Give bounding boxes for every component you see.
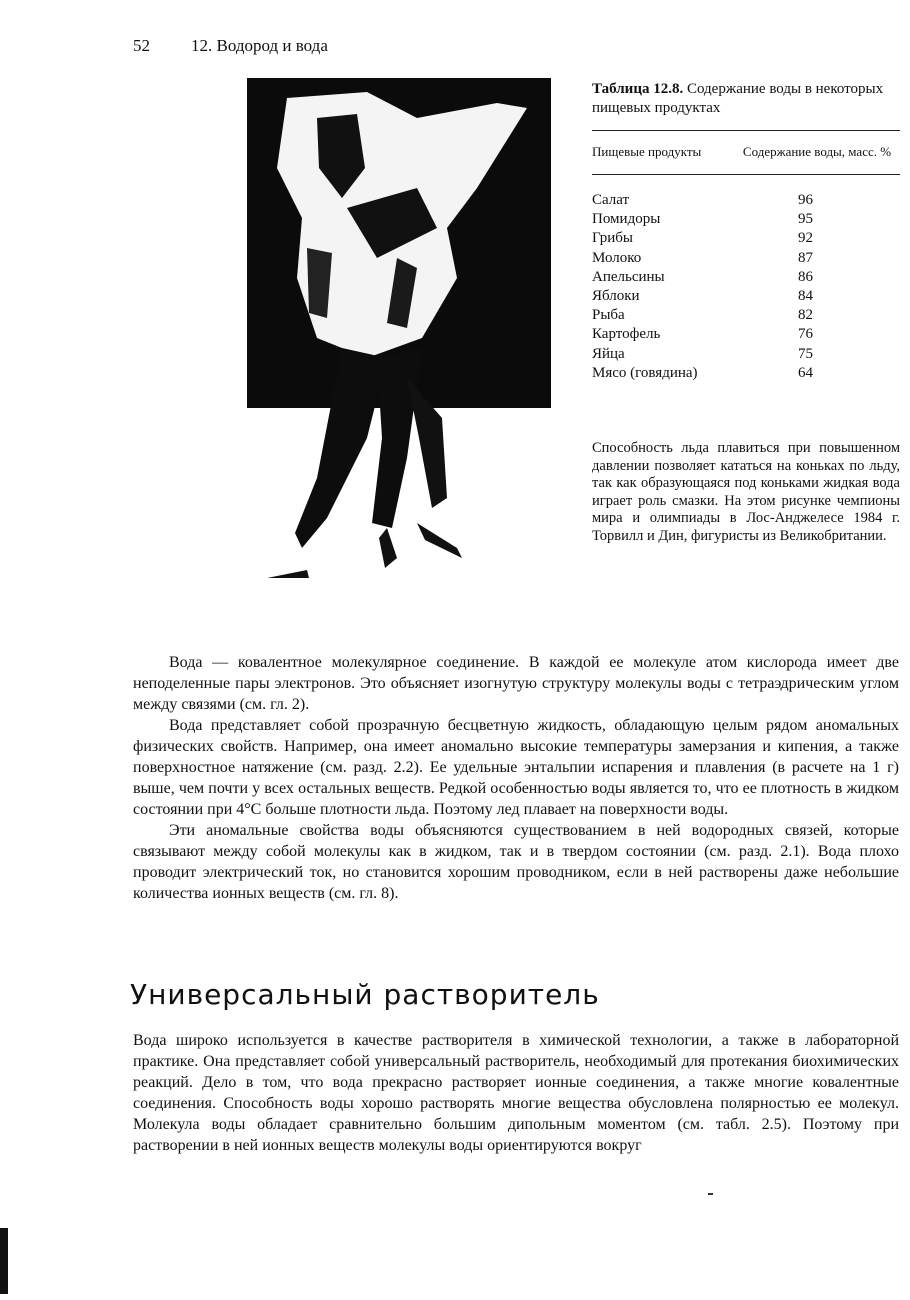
- table-caption-label: Таблица 12.8.: [592, 81, 684, 97]
- section-title: Универсальный растворитель: [130, 978, 600, 1011]
- paragraph: Вода представляет собой прозрачную бесцветную жидкость, обладающую целым рядом аномальных физических свойств. Например, она имеет аномально высокие температуры замерзания и кипения, а также поверхностное натяжение (см. разд. 2.2). Ее удельные энтальпии испарения и плавления (в расчете на 1 г) выше, чем почти у всех остальных веществ. Редкой особенностью воды является то, что ее плотность в жидком состоянии при 4°С больше плотности льда. Поэтому лед плавает на поверхности воды.: [133, 717, 899, 818]
- scan-dot: [708, 1193, 713, 1195]
- product-name: Яблоки: [592, 288, 640, 305]
- main-text: [133, 652, 899, 904]
- paragraph: Вода широко используется в качестве растворителя в химической технологии, а также в лабораторной практике. Она представляет собой универсальный растворитель, необходимый для протекания биохимических реакций. Дело в том, что вода прекрасно растворяет ионные соединения, а также многие ковалентные соединения. Способность воды хорошо растворять многие вещества обусловлена полярностью ее молекул. Молекула воды обладает сравнительно большим дипольным моментом (см. табл. 2.5). Поэтому при растворении в ней ионных веществ молекулы воды ориентируются вокруг: [133, 1032, 899, 1154]
- page-number: 52: [133, 36, 150, 55]
- table-row: [592, 364, 900, 383]
- water-percent: 96: [798, 192, 813, 208]
- table-col-products: Пищевые продукты: [592, 144, 702, 159]
- table-row: [592, 229, 900, 248]
- water-percent: 92: [798, 230, 813, 247]
- table-row: [592, 191, 900, 210]
- photo-caption: Способность льда плавиться при повышенном давлении позволяет кататься на коньках по льду, так как образующаяся под коньками жидкая вода играет роль смазки. На этом рисунке чемпионы мира и олимпиады в Лос-Анджелесе 1984 г. Торвилл и Дин, фигуристы из Великобритании.: [592, 440, 900, 544]
- table-col-water: Содержание воды, масс. %: [742, 144, 892, 159]
- table-row: [592, 249, 900, 268]
- product-name: Картофель: [592, 326, 661, 343]
- product-name: Мясо (говядина): [592, 364, 698, 381]
- water-percent: 76: [798, 326, 813, 343]
- product-name: Молоко: [592, 249, 642, 266]
- paragraph: Вода — ковалентное молекулярное соединение. В каждой ее молекуле атом кислорода имеет две неподеленные пары электронов. Это объясняет изогнутую структуру молекулы воды с тетраэдрическим углом между связями (см. гл. 2).: [133, 654, 899, 713]
- chapter-title: 12. Водород и вода: [191, 36, 328, 55]
- scan-margin-mark: [0, 1228, 8, 1294]
- product-name: Яйца: [592, 345, 625, 362]
- table-caption-text: Содержание воды в некоторых пищевых продуктах: [592, 81, 884, 116]
- table-row: [592, 287, 900, 306]
- table-row: [592, 210, 900, 229]
- water-percent: 75: [798, 345, 813, 362]
- water-percent: 82: [798, 307, 813, 324]
- water-percent: 86: [798, 268, 813, 285]
- paragraph: Эти аномальные свойства воды объясняются существованием в ней водородных связей, которые связывают между собой молекулы как в жидком, так и в твердом состоянии (см. разд. 2.1). Вода плохо проводит электрический ток, но становится хорошим проводником, если в ней растворены даже небольшие количества ионных веществ (см. гл. 8).: [133, 822, 899, 902]
- table-body: [592, 175, 900, 383]
- table-caption: [592, 80, 900, 118]
- table-row: [592, 306, 900, 325]
- water-percent: 84: [798, 288, 813, 305]
- section-text: [133, 1030, 899, 1156]
- table-row: [592, 325, 900, 344]
- product-name: Апельсины: [592, 268, 665, 285]
- water-content-table: [592, 80, 900, 383]
- table-row: [592, 268, 900, 287]
- product-name: Помидоры: [592, 211, 661, 228]
- water-percent: 95: [798, 211, 813, 228]
- running-header: [133, 36, 328, 56]
- skaters-photo: [247, 78, 551, 584]
- product-name: Грибы: [592, 230, 633, 247]
- table-row: [592, 345, 900, 364]
- water-percent: 64: [798, 364, 813, 381]
- product-name: Салат: [592, 192, 630, 208]
- table-header: [592, 131, 900, 174]
- water-percent: 87: [798, 249, 813, 266]
- product-name: Рыба: [592, 307, 625, 324]
